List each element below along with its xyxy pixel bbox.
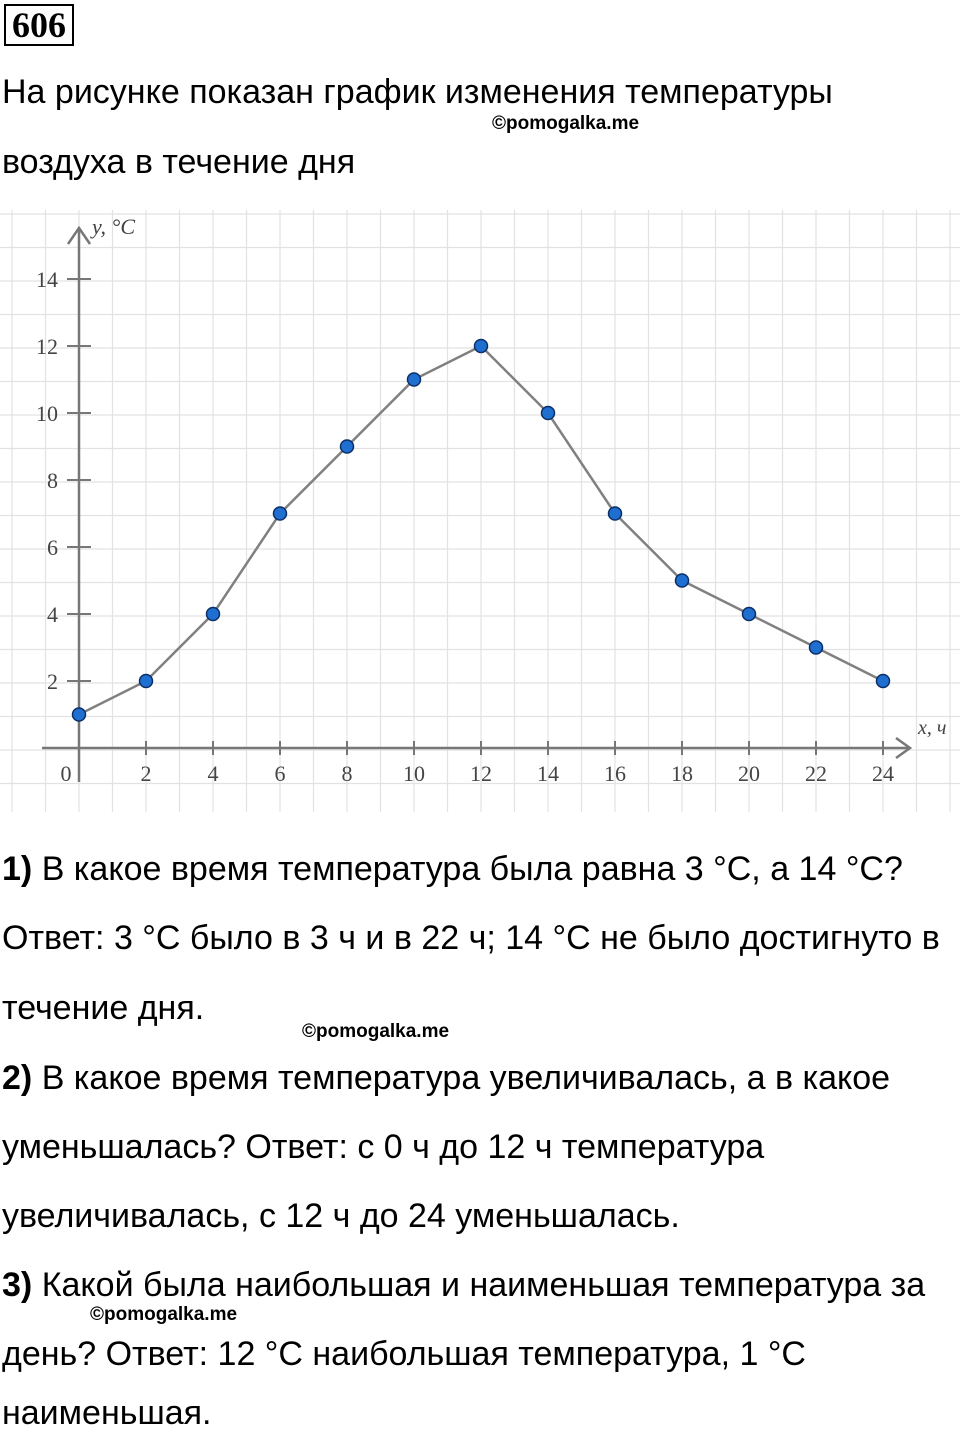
chart-grid	[0, 210, 960, 812]
x-tick-label: 10	[403, 761, 425, 786]
data-point	[73, 708, 86, 721]
answer-3-line-2: наименьшая.	[2, 1394, 212, 1432]
data-point	[274, 507, 287, 520]
y-tick-label: 6	[47, 535, 58, 560]
y-tick-label: 10	[36, 401, 58, 426]
data-point	[341, 440, 354, 453]
x-tick-label: 0	[60, 761, 72, 786]
x-tick-label: 8	[341, 761, 353, 786]
data-point	[408, 373, 421, 386]
question-3	[2, 1265, 925, 1305]
data-point	[743, 608, 756, 621]
y-tick-label: 2	[47, 669, 58, 694]
x-tick-label: 4	[207, 761, 219, 786]
question-3-text: Какой была наибольшая и наименьшая температура за	[41, 1266, 926, 1304]
y-tick-label: 14	[36, 267, 58, 292]
watermark: ©pomogalka.me	[90, 1304, 238, 1325]
answer-2-line-1: уменьшалась? Ответ: с 0 ч до 12 ч температура	[2, 1128, 765, 1166]
data-point	[475, 340, 488, 353]
x-tick-label: 24	[872, 761, 894, 786]
question-1-number: 1)	[2, 850, 33, 888]
x-tick-label: 6	[274, 761, 286, 786]
question-3-number: 3)	[2, 1266, 33, 1304]
answer-1-line-1: Ответ: 3 °С было в 3 ч и в 22 ч; 14 °С не было достигнуто в	[2, 919, 940, 957]
intro-line-2: воздуха в течение дня	[2, 143, 356, 181]
x-tick-label: 14	[537, 761, 559, 786]
answer-2-line-2: увеличивалась, с 12 ч до 24 уменьшалась.	[2, 1197, 680, 1235]
intro-line-1: На рисунке показан график изменения температуры	[2, 73, 833, 111]
chart-ticks	[36, 267, 894, 786]
y-tick-label: 4	[47, 602, 58, 627]
question-2	[2, 1058, 890, 1098]
question-1	[2, 849, 903, 889]
y-tick-label: 12	[36, 334, 58, 359]
data-point	[609, 507, 622, 520]
data-point	[140, 675, 153, 688]
problem-number: 606	[4, 4, 74, 46]
question-2-number: 2)	[2, 1059, 33, 1097]
chart-axes	[42, 228, 910, 782]
y-axis-label: y, °C	[92, 214, 136, 239]
x-tick-label: 22	[805, 761, 827, 786]
question-1-text: В какое время температура была равна 3 °С, а 14 °С?	[41, 850, 903, 888]
data-point	[877, 675, 890, 688]
answer-1-line-2: течение дня.	[2, 989, 205, 1027]
x-axis-label: x, ч	[918, 717, 947, 739]
data-point	[207, 608, 220, 621]
y-tick-label: 8	[47, 468, 58, 493]
x-tick-label: 16	[604, 761, 626, 786]
data-point	[542, 407, 555, 420]
data-point	[676, 574, 689, 587]
x-tick-label: 12	[470, 761, 492, 786]
question-2-text: В какое время температура увеличивалась, а в какое	[41, 1059, 891, 1097]
x-tick-label: 2	[140, 761, 152, 786]
answer-3-line-1: день? Ответ: 12 °С наибольшая температура, 1 °С	[2, 1335, 806, 1373]
data-point	[810, 641, 823, 654]
x-tick-label: 20	[738, 761, 760, 786]
x-tick-label: 18	[671, 761, 693, 786]
temperature-chart	[0, 200, 960, 820]
watermark: ©pomogalka.me	[302, 1021, 450, 1042]
watermark: ©pomogalka.me	[492, 113, 640, 134]
